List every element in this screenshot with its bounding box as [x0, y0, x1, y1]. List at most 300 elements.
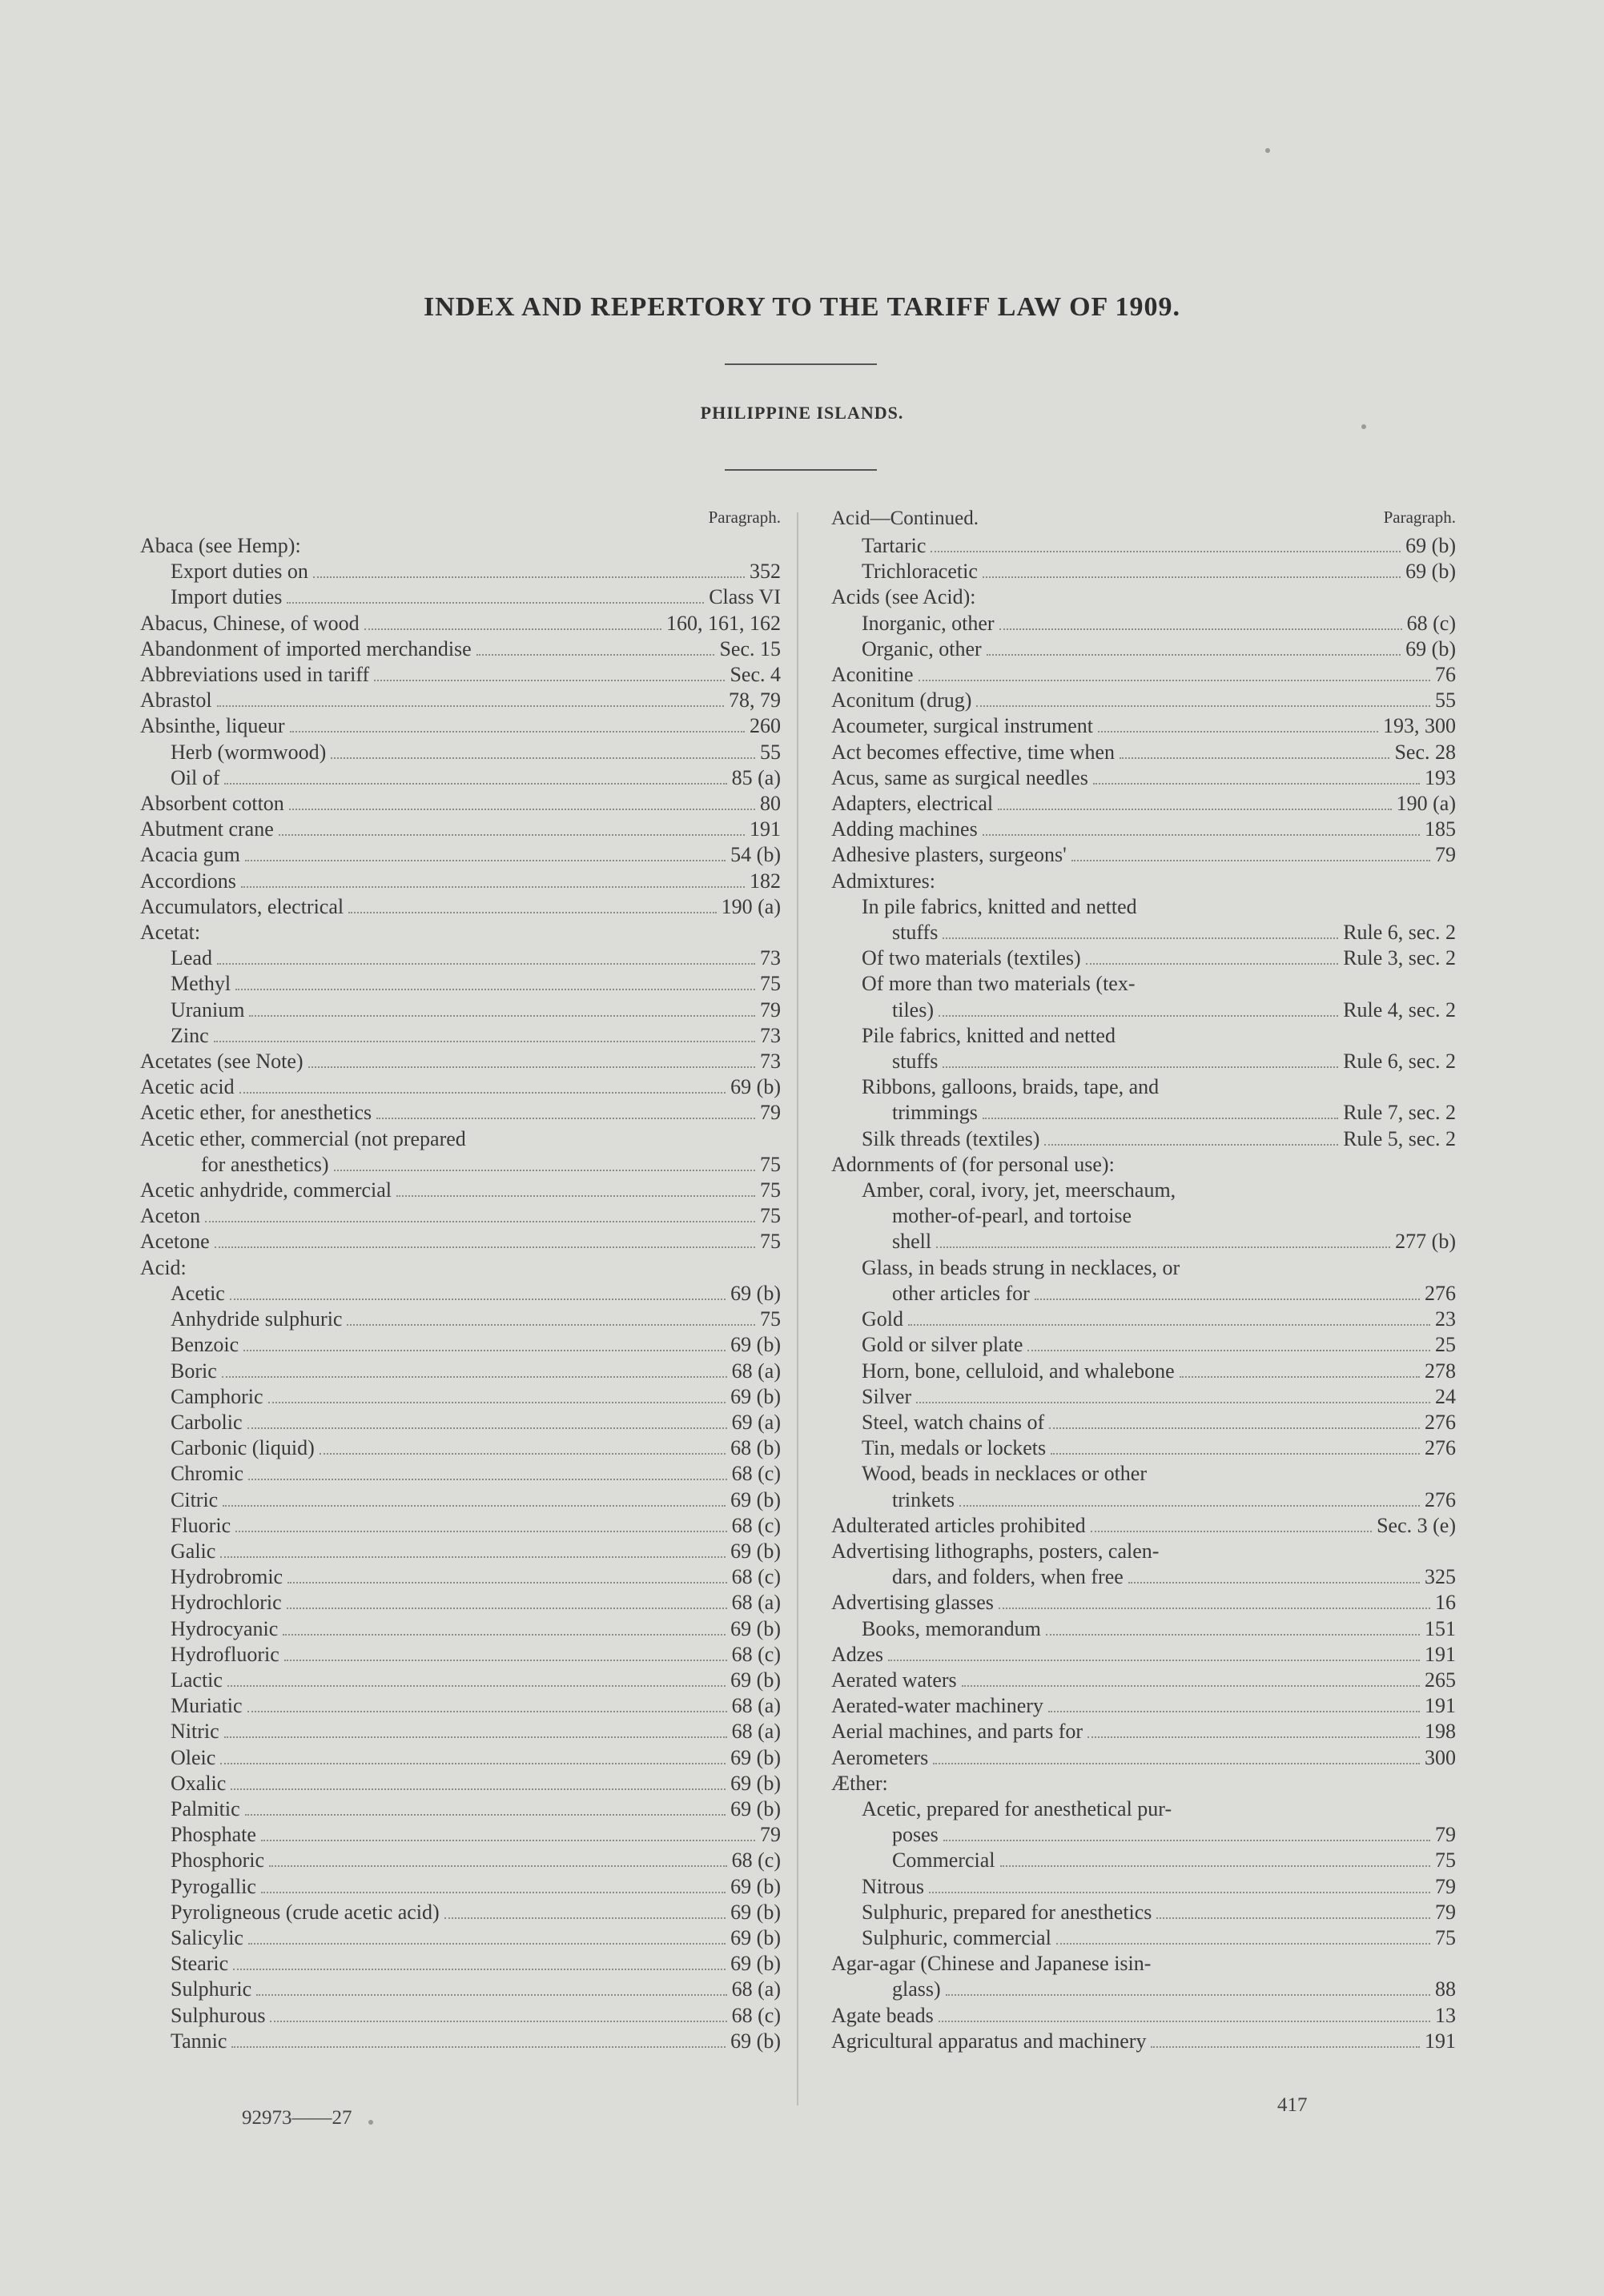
index-entry	[140, 584, 781, 610]
dot-leader	[444, 1917, 726, 1919]
index-entry	[140, 1332, 781, 1358]
index-entry	[831, 1359, 1456, 1384]
dot-leader	[269, 1865, 727, 1867]
entry-label: Nitric	[171, 1720, 219, 1744]
dot-leader	[313, 576, 745, 578]
index-entry	[831, 1178, 1456, 1203]
entry-paragraph: 73	[760, 1023, 781, 1047]
dot-leader	[287, 1608, 727, 1609]
entry-paragraph: 69 (b)	[1405, 560, 1456, 584]
dot-leader	[289, 809, 755, 810]
index-entry	[831, 1668, 1456, 1693]
entry-paragraph: Rule 6, sec. 2	[1343, 1050, 1456, 1074]
dot-leader	[1046, 1634, 1420, 1636]
entry-paragraph: 68 (a)	[731, 1359, 781, 1383]
index-entry	[831, 1848, 1456, 1873]
index-entry	[831, 1642, 1456, 1668]
entry-label: Pyroligneous (crude acetic acid)	[171, 1900, 440, 1924]
entry-label: trinkets	[892, 1487, 955, 1511]
entry-paragraph: 69 (b)	[730, 2029, 781, 2053]
index-entry	[140, 1693, 781, 1719]
index-entry	[140, 1307, 781, 1332]
dot-leader	[1098, 731, 1378, 733]
dot-leader	[1000, 1865, 1430, 1867]
entry-label: Books, memorandum	[862, 1616, 1041, 1640]
entry-label: Aconitine	[831, 663, 914, 687]
index-entry	[831, 740, 1456, 765]
index-entry	[831, 1822, 1456, 1848]
dot-leader	[235, 1531, 727, 1532]
index-entry	[831, 1152, 1456, 1178]
entry-paragraph: 191	[1425, 2029, 1456, 2053]
entry-label: Admixtures:	[831, 869, 935, 893]
entry-label: Silver	[862, 1384, 912, 1408]
entry-paragraph: 69 (b)	[1405, 534, 1456, 557]
entry-label: In pile fabrics, knitted and netted	[862, 894, 1137, 918]
entry-label: Abaca (see Hemp):	[140, 534, 301, 557]
dot-leader	[214, 1041, 755, 1042]
index-entry	[140, 1229, 781, 1254]
entry-paragraph: Rule 3, sec. 2	[1343, 946, 1456, 970]
dot-leader	[261, 1840, 755, 1841]
dot-leader	[476, 654, 715, 656]
paragraph-header: Paragraph.	[1383, 508, 1456, 527]
entry-paragraph: 69 (b)	[730, 1925, 781, 1949]
entry-paragraph: 75	[1435, 1925, 1456, 1949]
index-entry	[831, 1461, 1456, 1487]
entry-paragraph: 277 (b)	[1395, 1230, 1456, 1254]
dot-leader	[1128, 1582, 1420, 1584]
entry-label: Lactic	[171, 1668, 223, 1692]
dot-leader	[919, 680, 1430, 681]
dot-leader	[230, 1299, 726, 1300]
dot-leader	[1120, 757, 1389, 759]
index-entry	[140, 636, 781, 662]
entry-paragraph: 69 (b)	[730, 1487, 781, 1511]
entry-paragraph: Sec. 3 (e)	[1377, 1513, 1456, 1537]
index-entry	[140, 1951, 781, 1977]
entry-paragraph: 79	[1435, 843, 1456, 867]
dot-leader	[1071, 860, 1430, 861]
index-entry	[831, 1049, 1456, 1074]
entry-paragraph: 75	[760, 972, 781, 996]
dot-leader	[247, 1427, 727, 1429]
entry-paragraph: 68 (a)	[731, 1720, 781, 1744]
index-entry	[140, 945, 781, 971]
entry-paragraph: 198	[1425, 1720, 1456, 1744]
dot-leader	[933, 1763, 1420, 1764]
dot-leader	[1156, 1917, 1430, 1919]
index-entry-list	[831, 533, 1456, 2054]
index-entry	[831, 1745, 1456, 1771]
entry-paragraph: 88	[1435, 1977, 1456, 2001]
index-entry	[831, 1100, 1456, 1126]
print-signature: 92973——27	[242, 2107, 352, 2129]
index-entry	[831, 1771, 1456, 1796]
index-entry	[140, 842, 781, 868]
entry-paragraph: 190 (a)	[721, 894, 781, 918]
entry-paragraph: 75	[760, 1230, 781, 1254]
entry-label: Adornments of (for personal use):	[831, 1152, 1115, 1176]
entry-label: Nitrous	[862, 1874, 924, 1898]
entry-paragraph: 78, 79	[729, 688, 781, 712]
entry-paragraph: 68 (a)	[731, 1977, 781, 2001]
index-entry	[140, 1461, 781, 1487]
index-entry	[831, 1977, 1456, 2002]
entry-label: Adulterated articles prohibited	[831, 1513, 1086, 1537]
entry-label: Galic	[171, 1539, 216, 1563]
dot-leader	[243, 1350, 726, 1351]
entry-label: Oxalic	[171, 1771, 227, 1795]
entry-paragraph: 69 (b)	[730, 1900, 781, 1924]
dot-leader	[936, 1246, 1390, 1248]
entry-label: Oleic	[171, 1745, 216, 1769]
dot-leader	[220, 1763, 726, 1764]
index-entry	[140, 1203, 781, 1229]
entry-label: Wood, beads in necklaces or other	[862, 1462, 1148, 1486]
dot-leader	[348, 912, 717, 913]
index-entry	[140, 1564, 781, 1590]
index-entry	[140, 1384, 781, 1410]
entry-label: Zinc	[171, 1023, 209, 1047]
dot-leader	[268, 1402, 726, 1403]
entry-paragraph: Rule 5, sec. 2	[1343, 1126, 1456, 1150]
entry-paragraph: 300	[1425, 1745, 1456, 1769]
dot-leader	[279, 834, 745, 836]
dot-leader	[239, 1092, 726, 1094]
entry-label: Acetic	[171, 1281, 225, 1305]
index-entry	[140, 559, 781, 584]
entry-label: Of two materials (textiles)	[862, 946, 1081, 970]
index-entry	[140, 1359, 781, 1384]
index-entry	[140, 713, 781, 739]
index-entry	[140, 1642, 781, 1668]
dot-leader	[227, 1685, 726, 1687]
entry-label: Export duties on	[171, 560, 308, 584]
entry-label: other articles for	[892, 1281, 1030, 1305]
index-entry	[140, 1771, 781, 1796]
dot-leader	[215, 1246, 755, 1248]
entry-label: Acetates (see Note)	[140, 1050, 304, 1074]
dot-leader	[1180, 1376, 1420, 1378]
entry-paragraph: 69 (b)	[730, 1075, 781, 1099]
dot-leader	[983, 1118, 1338, 1119]
dot-leader	[233, 1969, 726, 1970]
entry-label: Acid:	[140, 1255, 187, 1279]
index-entry	[831, 1410, 1456, 1435]
entry-paragraph: 193	[1425, 765, 1456, 789]
page-subtitle: PHILIPPINE ISLANDS.	[700, 403, 904, 423]
index-entry	[831, 1307, 1456, 1332]
entry-paragraph: 276	[1425, 1487, 1456, 1511]
index-entry	[140, 1487, 781, 1513]
entry-label: Gold	[862, 1307, 903, 1331]
dot-leader	[959, 1505, 1420, 1507]
entry-label: Benzoic	[171, 1333, 239, 1357]
dot-leader	[245, 1814, 726, 1816]
entry-label: Acus, same as surgical needles	[831, 765, 1088, 789]
dot-leader	[222, 1376, 727, 1378]
index-entry	[831, 2003, 1456, 2029]
entry-paragraph: 191	[750, 817, 781, 841]
dot-leader	[1027, 1350, 1430, 1351]
page-number: 417	[1277, 2094, 1308, 2116]
entry-paragraph: 260	[750, 714, 781, 738]
index-entry	[831, 533, 1456, 559]
entry-paragraph: 276	[1425, 1281, 1456, 1305]
entry-label: Amber, coral, ivory, jet, meerschaum,	[862, 1178, 1176, 1202]
entry-label: Tin, medals or lockets	[862, 1436, 1047, 1460]
entry-label: Advertising glasses	[831, 1591, 994, 1615]
entry-label: Chromic	[171, 1462, 243, 1486]
index-entry	[831, 1229, 1456, 1254]
entry-label: Aconitum (drug)	[831, 688, 972, 712]
entry-label: Silk threads (textiles)	[862, 1126, 1040, 1150]
entry-label: Adhesive plasters, surgeons'	[831, 843, 1067, 867]
entry-paragraph: 54 (b)	[730, 843, 781, 867]
entry-paragraph: 23	[1435, 1307, 1456, 1331]
dot-leader	[943, 1840, 1430, 1841]
entry-label: Absorbent cotton	[140, 792, 284, 816]
entry-label: Acoumeter, surgical instrument	[831, 714, 1094, 738]
entry-label: tiles)	[892, 997, 934, 1022]
entry-label: Trichloracetic	[862, 560, 978, 584]
entry-paragraph: 325	[1425, 1565, 1456, 1589]
index-entry	[140, 1745, 781, 1771]
dot-leader	[217, 705, 724, 707]
entry-paragraph: 68 (c)	[731, 1565, 781, 1589]
dot-leader	[231, 1788, 726, 1790]
entry-label: Hydrocyanic	[171, 1616, 279, 1640]
entry-paragraph: Sec. 15	[719, 636, 781, 660]
entry-paragraph: 68 (a)	[731, 1591, 781, 1615]
entry-label: Uranium	[171, 997, 245, 1022]
index-entry	[140, 1410, 781, 1435]
entry-paragraph: 68 (c)	[731, 1848, 781, 1873]
index-entry	[831, 559, 1456, 584]
entry-paragraph: 68 (c)	[731, 1513, 781, 1537]
index-entry	[831, 1719, 1456, 1744]
entry-label: Acetic, prepared for anesthetical pur-	[862, 1796, 1172, 1820]
index-entry	[831, 971, 1456, 997]
entry-paragraph: 160, 161, 162	[666, 611, 781, 635]
entry-paragraph: 69 (a)	[731, 1410, 781, 1434]
entry-paragraph: 85 (a)	[731, 765, 781, 789]
entry-paragraph: Class VI	[709, 585, 781, 609]
index-entry	[140, 1023, 781, 1049]
entry-label: Acetic acid	[140, 1075, 235, 1099]
dot-leader	[1035, 1299, 1420, 1300]
entry-label: Sulphuric	[171, 1977, 252, 2001]
index-entry	[140, 1074, 781, 1100]
dot-leader	[249, 1015, 755, 1017]
index-entry	[831, 1332, 1456, 1358]
entry-paragraph: 80	[760, 792, 781, 816]
entry-label: Carbonic (liquid)	[171, 1436, 315, 1460]
dot-leader	[235, 989, 755, 990]
dot-leader	[287, 602, 704, 604]
index-entry	[831, 1126, 1456, 1152]
entry-label: for anesthetics)	[201, 1152, 329, 1176]
dot-leader	[231, 2046, 726, 2048]
index-entry	[831, 1281, 1456, 1307]
entry-label: Lead	[171, 946, 212, 970]
dot-leader	[334, 1170, 755, 1171]
index-entry	[831, 1513, 1456, 1539]
entry-label: glass)	[892, 1977, 941, 2001]
entry-label: Sulphurous	[171, 2003, 266, 2027]
dot-leader	[1056, 1943, 1430, 1945]
entry-label: Methyl	[171, 972, 231, 996]
entry-paragraph: Rule 7, sec. 2	[1343, 1101, 1456, 1125]
entry-label: Phosphoric	[171, 1848, 264, 1873]
index-entry	[140, 533, 781, 559]
index-entry	[831, 2029, 1456, 2054]
dot-leader	[374, 680, 725, 681]
dot-leader	[987, 654, 1401, 656]
index-entry	[831, 997, 1456, 1023]
entry-label: Abrastol	[140, 688, 212, 712]
index-entry	[831, 1900, 1456, 1925]
dot-leader	[1151, 2046, 1420, 2048]
title-rule	[725, 363, 877, 365]
index-entry	[831, 1925, 1456, 1951]
entry-label: Acacia gum	[140, 843, 240, 867]
entry-label: Accumulators, electrical	[140, 894, 344, 918]
entry-paragraph: 193, 300	[1383, 714, 1456, 738]
index-entry-list	[140, 533, 781, 2054]
entry-paragraph: Sec. 28	[1394, 740, 1456, 764]
index-entry	[831, 662, 1456, 688]
index-entry	[831, 894, 1456, 920]
dot-leader	[205, 1221, 755, 1222]
entry-label: Agate beads	[831, 2003, 934, 2027]
index-entry	[831, 1203, 1456, 1229]
dot-leader	[999, 628, 1402, 630]
index-entry	[831, 791, 1456, 817]
index-entry	[140, 791, 781, 817]
entry-label: Aerated waters	[831, 1668, 957, 1692]
entry-paragraph: 276	[1425, 1410, 1456, 1434]
index-entry	[831, 1693, 1456, 1719]
entry-paragraph: 79	[1435, 1874, 1456, 1898]
index-entry	[140, 1281, 781, 1307]
dot-leader	[1049, 1427, 1420, 1429]
index-entry	[831, 1590, 1456, 1616]
entry-paragraph: Rule 4, sec. 2	[1343, 997, 1456, 1022]
entry-label: Commercial	[892, 1848, 995, 1873]
index-entry	[831, 1435, 1456, 1461]
dot-leader	[248, 1479, 727, 1480]
dot-leader	[888, 1660, 1420, 1661]
entry-label: stuffs	[892, 1050, 939, 1074]
dot-leader	[256, 1994, 727, 1996]
entry-label: Oil of	[171, 765, 220, 789]
index-entry	[831, 1023, 1456, 1049]
entry-label: trimmings	[892, 1101, 978, 1125]
index-entry	[831, 688, 1456, 713]
entry-label: Stearic	[171, 1952, 229, 1976]
entry-paragraph: 69 (b)	[730, 1539, 781, 1563]
entry-paragraph: 352	[750, 560, 781, 584]
index-entry	[140, 1049, 781, 1074]
entry-paragraph: 185	[1425, 817, 1456, 841]
index-entry	[140, 894, 781, 920]
dot-leader	[284, 1660, 727, 1661]
entry-label: Abandonment of imported merchandise	[140, 636, 472, 660]
index-entry	[831, 1874, 1456, 1900]
entry-paragraph: 24	[1435, 1384, 1456, 1408]
index-entry	[831, 1074, 1456, 1100]
entry-paragraph: 13	[1435, 2003, 1456, 2027]
entry-paragraph: 69 (b)	[1405, 636, 1456, 660]
entry-label: Acetat:	[140, 921, 201, 945]
page-title: INDEX AND REPERTORY TO THE TARIFF LAW OF 1909.	[423, 292, 1181, 322]
index-entry	[831, 920, 1456, 945]
index-entry	[140, 2003, 781, 2029]
entry-paragraph: 151	[1425, 1616, 1456, 1640]
entry-label: Tannic	[171, 2029, 227, 2053]
dot-leader	[931, 551, 1401, 552]
index-entry	[140, 688, 781, 713]
entry-label: Sulphuric, commercial	[862, 1925, 1051, 1949]
dot-leader	[364, 628, 661, 630]
index-entry	[831, 611, 1456, 636]
entry-label: Act becomes effective, time when	[831, 740, 1115, 764]
entry-label: Accordions	[140, 869, 236, 893]
entry-paragraph: Sec. 4	[730, 663, 781, 687]
entry-label: Gold or silver plate	[862, 1333, 1023, 1357]
entry-label: Horn, bone, celluloid, and whalebone	[862, 1359, 1175, 1383]
index-entry	[140, 1590, 781, 1616]
dot-leader	[962, 1685, 1420, 1687]
dot-leader	[290, 731, 745, 733]
dot-leader	[220, 1556, 726, 1558]
entry-label: Glass, in beads strung in necklaces, or	[862, 1255, 1180, 1279]
index-entry	[140, 1925, 781, 1951]
column-header	[140, 508, 781, 533]
entry-label: Fluoric	[171, 1513, 231, 1537]
entry-paragraph: 69 (b)	[730, 1952, 781, 1976]
entry-label: Adapters, electrical	[831, 792, 994, 816]
entry-label: Absinthe, liqueur	[140, 714, 285, 738]
dot-leader	[217, 963, 755, 965]
entry-paragraph: 79	[760, 997, 781, 1022]
entry-paragraph: 25	[1435, 1333, 1456, 1357]
entry-label: Muriatic	[171, 1694, 243, 1718]
entry-label: Carbolic	[171, 1410, 243, 1434]
entry-label: Acetone	[140, 1230, 210, 1254]
dot-leader	[943, 1066, 1338, 1068]
entry-paragraph: 75	[760, 1204, 781, 1228]
entry-paragraph: 69 (b)	[730, 1874, 781, 1898]
index-entry	[140, 765, 781, 791]
entry-label: Acetic anhydride, commercial	[140, 1178, 392, 1202]
entry-paragraph: 55	[760, 740, 781, 764]
entry-paragraph: 79	[1435, 1900, 1456, 1924]
entry-label: Acids (see Acid):	[831, 585, 976, 609]
index-entry	[140, 1822, 781, 1848]
dot-leader	[1091, 1531, 1372, 1532]
entry-paragraph: 75	[760, 1307, 781, 1331]
index-entry	[140, 2029, 781, 2054]
entry-paragraph: 276	[1425, 1436, 1456, 1460]
index-entry	[831, 945, 1456, 971]
entry-label: Abacus, Chinese, of wood	[140, 611, 360, 635]
entry-paragraph: 79	[760, 1823, 781, 1847]
index-entry	[831, 869, 1456, 894]
entry-label: Aerial machines, and parts for	[831, 1720, 1083, 1744]
